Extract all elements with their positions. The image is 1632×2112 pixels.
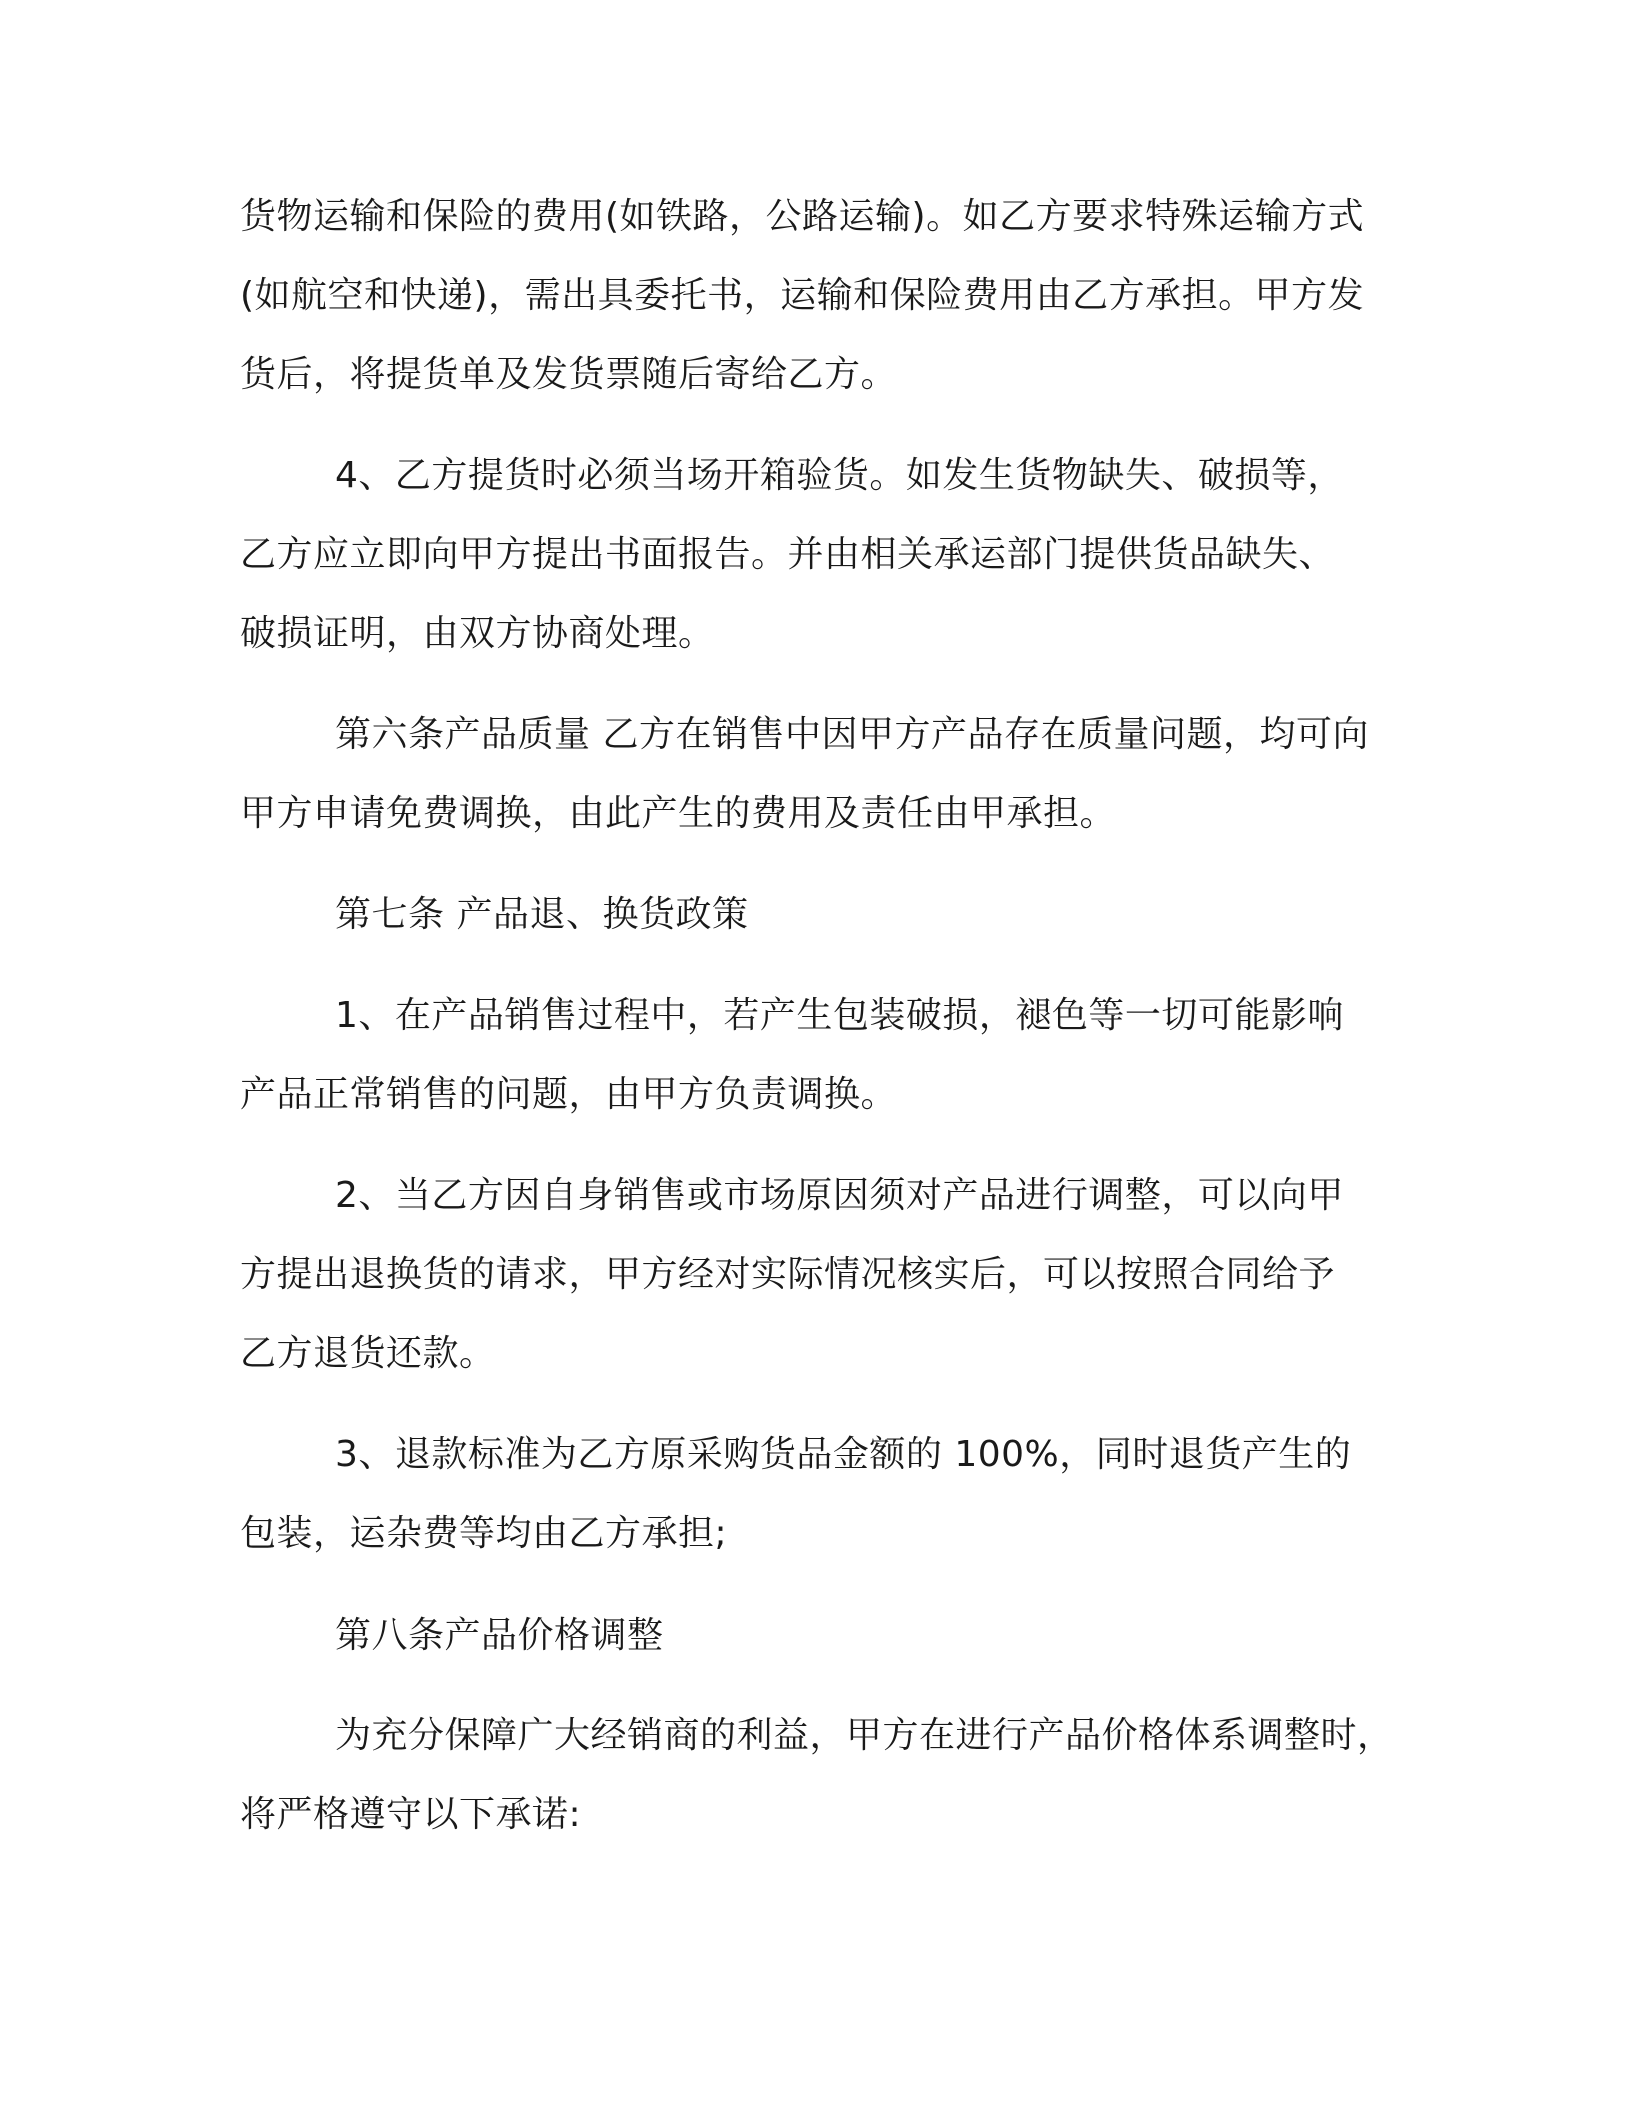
heading-article-7 (240, 875, 1390, 954)
text-line: 3、退款标准为乙方原采购货品金额的 100%，同时退货产生的 (335, 1434, 1352, 1475)
text-line: 为充分保障广大经销商的利益，甲方在进行产品价格体系调整时， (335, 1715, 1394, 1756)
text-line: 第七条 产品退、换货政策 (335, 894, 749, 935)
heading-article-8 (240, 1596, 1390, 1675)
paragraph-return-item-2 (240, 1156, 1390, 1393)
paragraph-article-6-quality (240, 695, 1390, 853)
paragraph-price-commitment (240, 1696, 1394, 1854)
text-line: 破损证明，由双方协商处理。 (240, 613, 715, 654)
text-line: 第六条产品质量 乙方在销售中因甲方产品存在质量问题，均可向 (335, 714, 1369, 755)
text-line: 4、乙方提货时必须当场开箱验货。如发生货物缺失、破损等， (335, 455, 1344, 496)
text-line: 产品正常销售的问题，由甲方负责调换。 (240, 1074, 898, 1115)
text-line: 将严格遵守以下承诺: (240, 1794, 582, 1835)
text-line: 方提出退换货的请求，甲方经对实际情况核实后，可以按照合同给予 (240, 1254, 1336, 1295)
text-line: 2、当乙方因自身销售或市场原因须对产品进行调整，可以向甲 (335, 1175, 1344, 1216)
text-line: 甲方申请免费调换，由此产生的费用及责任由甲承担。 (240, 793, 1117, 834)
text-line: (如航空和快递)，需出具委托书，运输和保险费用由乙方承担。甲方发 (240, 275, 1365, 316)
text-line: 1、在产品销售过程中，若产生包装破损，褪色等一切可能影响 (335, 995, 1344, 1036)
paragraph-return-item-3 (240, 1415, 1390, 1573)
text-line: 乙方退货还款。 (240, 1333, 496, 1374)
text-line: 第八条产品价格调整 (335, 1615, 664, 1656)
paragraph-inspection (240, 436, 1390, 673)
paragraph-return-item-1 (240, 976, 1390, 1134)
text-line: 乙方应立即向甲方提出书面报告。并由相关承运部门提供货品缺失、 (240, 534, 1336, 575)
text-line: 货后，将提货单及发货票随后寄给乙方。 (240, 354, 898, 395)
text-line: 包装，运杂费等均由乙方承担; (240, 1513, 728, 1554)
text-line: 货物运输和保险的费用(如铁路，公路运输)。如乙方要求特殊运输方式 (240, 196, 1365, 237)
paragraph-transport-cost (240, 177, 1390, 414)
